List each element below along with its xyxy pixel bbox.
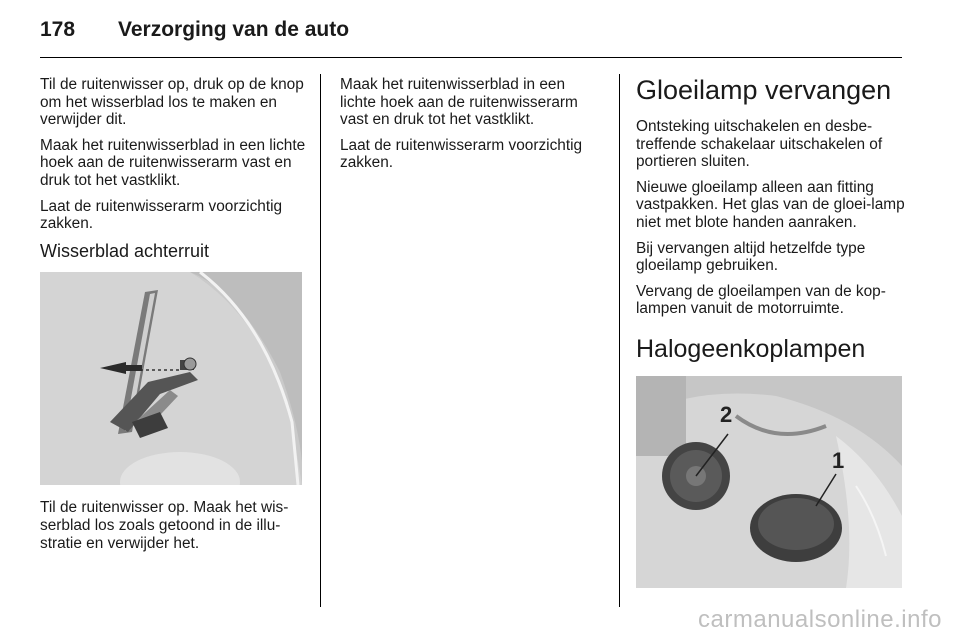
section-subheading: Wisserblad achterruit <box>40 240 210 261</box>
paragraph: Maak het ruitenwisserblad in een lichte hoek aan de ruitenwisserarm vast en druk tot het vastklikt. <box>340 76 578 129</box>
column-1 <box>40 76 308 560</box>
column-2 <box>340 76 602 180</box>
paragraph: Ontsteking uitschakelen en desbe-treffende schakelaar uitschakelen of portieren sluiten. <box>636 118 883 171</box>
paragraph: Vervang de gloeilampen van de kop-lampen vanuit de motorruimte. <box>636 282 886 318</box>
paragraph: Maak het ruitenwisserblad in een lichte hoek aan de ruitenwisserarm vast en druk tot het vastklikt. <box>40 136 306 189</box>
column-divider-2 <box>619 74 620 607</box>
section-title: Gloeilamp vervangen <box>636 75 892 105</box>
paragraph: Laat de ruitenwisserarm voorzichtig zakken. <box>340 136 583 172</box>
paragraph: Bij vervangen altijd hetzelfde type gloeilamp gebruiken. <box>636 239 866 275</box>
paragraph: Nieuwe gloeilamp alleen aan fitting vastpakken. Het glas van de gloei-lamp niet met blote handen aanraken. <box>636 178 905 231</box>
paragraph: Laat de ruitenwisserarm voorzichtig zakken. <box>40 197 283 233</box>
section-subtitle: Halogeenkoplampen <box>636 334 866 363</box>
callout-label-2: 2 <box>720 401 733 427</box>
column-3 <box>636 74 906 588</box>
page-number: 178 <box>40 18 76 41</box>
header-divider <box>40 57 902 58</box>
page-header <box>40 18 902 48</box>
column-divider-1 <box>320 74 321 607</box>
paragraph: Til de ruitenwisser op, druk op de knop om het wisserblad los te maken en verwijder dit. <box>40 76 304 129</box>
watermark: carmanualsonline.info <box>698 606 942 633</box>
callout-label-1: 1 <box>832 447 845 473</box>
headlamp-illustration <box>636 376 902 588</box>
chapter-title: Verzorging van de auto <box>118 18 350 41</box>
rear-wiper-illustration <box>40 272 302 485</box>
figure-caption: Til de ruitenwisser op. Maak het wis-serblad los zoals getoond in de illu-stratie en verwijder het. <box>40 499 289 552</box>
